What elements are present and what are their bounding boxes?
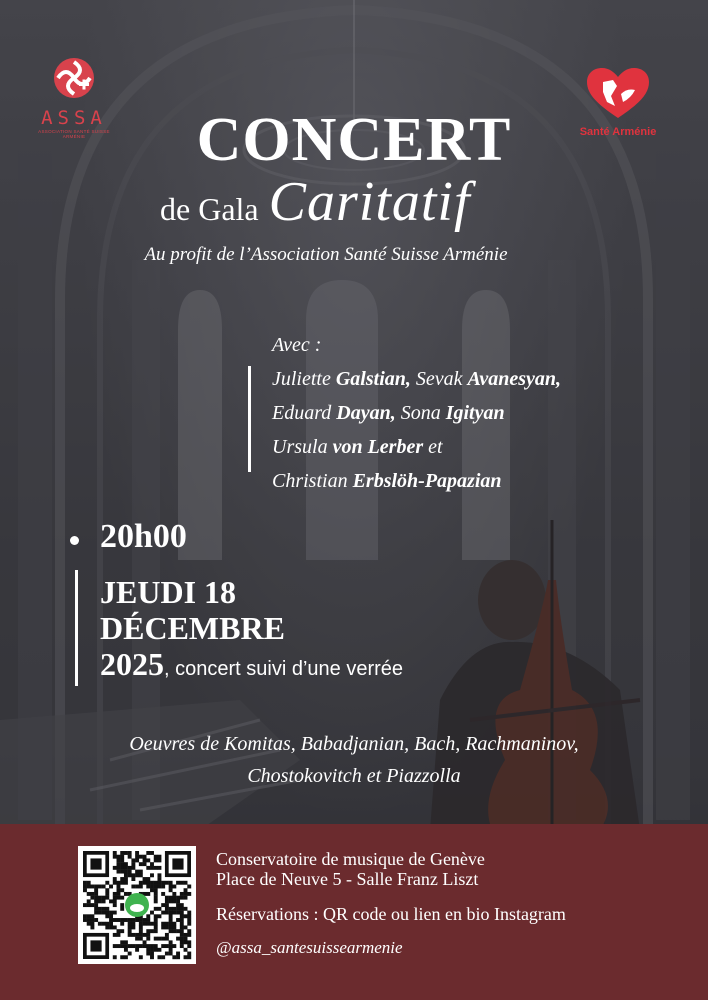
assa-logo-subtitle: ASSOCIATION SANTÉ SUISSE ARMÉNIE bbox=[38, 129, 110, 139]
performer-first-name: Juliette bbox=[272, 368, 331, 390]
bullet-icon bbox=[70, 536, 79, 545]
performer-last-name: Avanesyan, bbox=[467, 368, 562, 390]
venue-line-1: Conservatoire de musique de Genève bbox=[216, 849, 485, 869]
event-date bbox=[100, 574, 403, 687]
performers-intro: Avec : bbox=[272, 334, 322, 356]
assa-logo-name: ASSA bbox=[41, 107, 107, 129]
performer-first-name: Sevak bbox=[415, 368, 463, 390]
performer-conjunction: et bbox=[428, 436, 443, 458]
works-line-2: Chostokovitch et Piazzolla bbox=[247, 765, 461, 787]
performer-last-name: Galstian, bbox=[335, 368, 411, 390]
works-list bbox=[0, 728, 708, 792]
performer-line bbox=[272, 362, 692, 396]
event-year: 2025 bbox=[100, 646, 164, 682]
sante-armenie-name: Santé Arménie bbox=[579, 126, 657, 138]
performer-first-name: Christian bbox=[272, 470, 348, 492]
performer-last-name: Igityan bbox=[445, 402, 505, 424]
qr-code-icon[interactable] bbox=[78, 846, 196, 964]
performer-first-name: Ursula bbox=[272, 436, 328, 458]
venue-info bbox=[216, 849, 485, 889]
performer-line bbox=[272, 396, 692, 430]
poster-title: CONCERT bbox=[196, 106, 512, 174]
subtitle-small: de Gala bbox=[160, 191, 259, 227]
performer-last-name: Dayan, bbox=[336, 402, 396, 424]
performer-line bbox=[272, 430, 692, 464]
assa-logo-icon bbox=[52, 56, 96, 100]
works-line-1: Oeuvres de Komitas, Babadjanian, Bach, Rachmaninov, bbox=[129, 733, 579, 755]
benefit-line: Au profit de l’Association Santé Suisse Arménie bbox=[144, 244, 508, 265]
instagram-handle[interactable]: @assa_santesuissearmenie bbox=[216, 938, 403, 957]
event-time: 20h00 bbox=[100, 518, 187, 555]
performers-divider bbox=[248, 366, 251, 472]
performer-first-name: Sona bbox=[400, 402, 441, 424]
event-note: , concert suivi d’une verrée bbox=[164, 658, 404, 680]
date-divider bbox=[75, 570, 78, 686]
performer-first-name: Eduard bbox=[272, 402, 332, 424]
performer-last-name: von Lerber bbox=[332, 436, 424, 458]
event-month: DÉCEMBRE bbox=[100, 610, 285, 646]
performers-list bbox=[272, 328, 692, 498]
performer-last-name: Erbslöh-Papazian bbox=[352, 470, 502, 492]
performer-line bbox=[272, 464, 692, 498]
event-day: JEUDI 18 bbox=[100, 574, 237, 610]
venue-line-2: Place de Neuve 5 - Salle Franz Liszt bbox=[216, 869, 479, 889]
poster-subtitle bbox=[160, 170, 620, 234]
subtitle-big: Caritatif bbox=[268, 171, 471, 233]
reservations-info: Réservations : QR code ou lien en bio Instagram bbox=[216, 904, 566, 924]
